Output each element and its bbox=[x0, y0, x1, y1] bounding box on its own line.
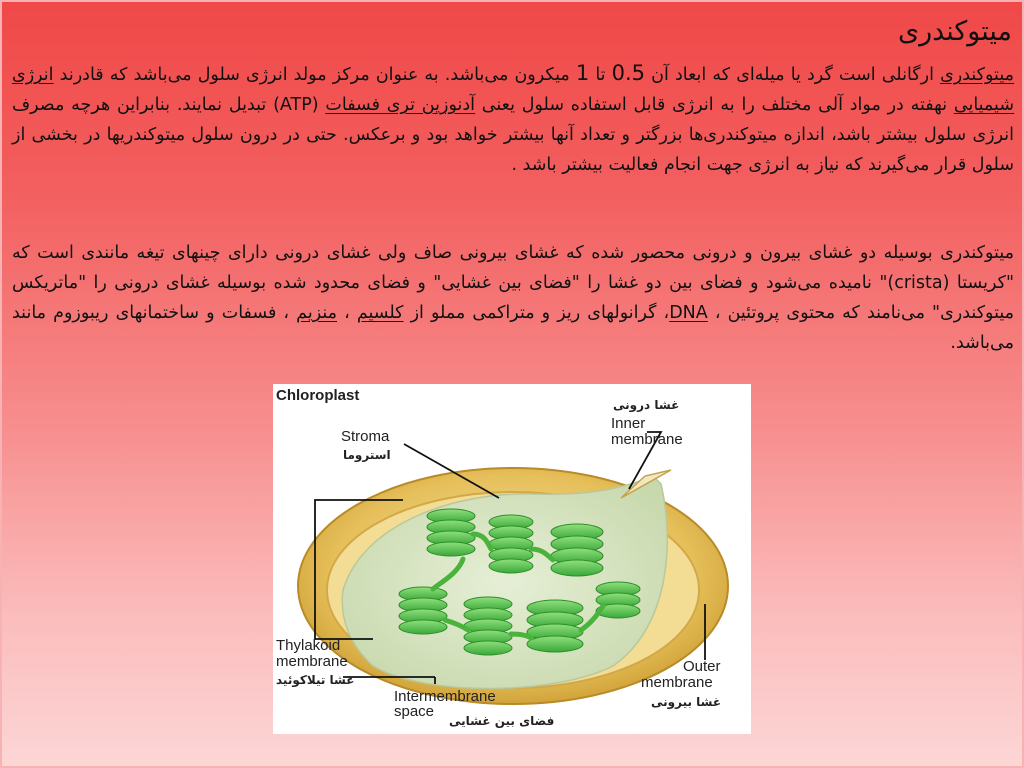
label-inner-membrane-fa: غشا درونی bbox=[613, 398, 680, 412]
link-chemical-energy[interactable]: انرژی شیمیایی bbox=[12, 65, 1014, 115]
label-thylakoid-fa: غشا تیلاکوئید bbox=[276, 673, 355, 687]
link-dna[interactable]: DNA bbox=[669, 303, 708, 323]
granum-stack-4 bbox=[399, 587, 447, 634]
link-calcium[interactable]: کلسیم bbox=[356, 303, 404, 323]
label-stroma-en: Stroma bbox=[341, 428, 390, 445]
link-manganese[interactable]: منزیم bbox=[296, 303, 337, 323]
figure-title: Chloroplast bbox=[276, 387, 360, 404]
granum-stack-2 bbox=[489, 515, 533, 573]
label-outer-membrane-fa: غشا بیرونی bbox=[651, 695, 722, 709]
number-max-size: 1 bbox=[575, 61, 590, 85]
link-atp[interactable]: آدنوزین تری فسفات bbox=[325, 95, 476, 115]
label-stroma-fa: استروما bbox=[343, 448, 391, 462]
label-inner-membrane-en-2: membrane bbox=[611, 431, 683, 448]
slide-title: میتوکندری bbox=[897, 16, 1012, 47]
label-inner-membrane-en-1: Inner bbox=[611, 415, 646, 432]
label-intermembrane-en-1: Intermembrane bbox=[394, 688, 496, 705]
label-intermembrane-en-2: space bbox=[394, 703, 435, 720]
text-segment: ، فسفات و ساختمانهای ریبوزوم مانند می‌باشد. bbox=[12, 303, 1014, 353]
label-thylakoid-en-1: Thylakoid bbox=[276, 637, 341, 654]
text-segment: ، bbox=[337, 303, 357, 323]
text-segment: تا bbox=[589, 65, 612, 85]
paragraph-mitochondria-structure bbox=[12, 238, 1014, 358]
granum-stack-6 bbox=[527, 600, 583, 652]
granum-stack-3 bbox=[551, 524, 603, 576]
granum-stack-7 bbox=[596, 582, 640, 618]
chloroplast-figure bbox=[273, 384, 751, 734]
text-segment: (ATP) تبدیل نمایند. بنابراین هرچه مصرف انرژی سلول بیشتر باشد، اندازه میتوکندری‌ها بزرگتر و تعداد آنها بیشتر خواهد بود و برعکس. حتی در درون سلول میتوکندریها در بخشی از سلول قرار می‌گیرند که نیاز به انرژی جهت انجام فعالیت بیشتر باشد . bbox=[12, 95, 1014, 175]
text-segment: نهفته در مواد آلی مختلف را به انرژی قابل استفاده سلول یعنی bbox=[475, 95, 954, 115]
label-outer-membrane-en-2: membrane bbox=[641, 674, 713, 691]
text-segment: ارگانلی است گرد یا میله‌ای که ابعاد آن bbox=[645, 65, 941, 85]
number-min-size: 0.5 bbox=[611, 61, 646, 85]
paragraph-mitochondria-intro bbox=[12, 58, 1014, 180]
text-segment: میتوکندری بوسیله دو غشای بیرون و درونی محصور شده که غشای بیرونی صاف ولی غشای درونی دارای چینهای تیغه مانندی است که "کریستا (crista)" نامیده می‌شود و فضای بین دو غشا را "فضای بین غشایی" و فضای محدود شده بوسیله غشای درونی را "ماتریکس میتوکندری" می‌نامند که محتوی پروتئین ، bbox=[12, 243, 1015, 323]
granum-stack-1 bbox=[427, 509, 475, 556]
text-segment: میکرون می‌باشد. به عنوان مرکز مولد انرژی سلول می‌باشد که قادرند bbox=[53, 65, 576, 85]
label-outer-membrane-en-1: Outer bbox=[683, 658, 721, 675]
text-segment: ، گرانولهای ریز و متراکمی مملو از bbox=[403, 303, 670, 323]
label-thylakoid-en-2: membrane bbox=[276, 653, 348, 670]
label-intermembrane-fa: فضای بین غشایی bbox=[449, 714, 555, 728]
granum-stack-5 bbox=[464, 597, 512, 655]
link-mitochondria[interactable]: میتوکندری bbox=[940, 65, 1014, 85]
